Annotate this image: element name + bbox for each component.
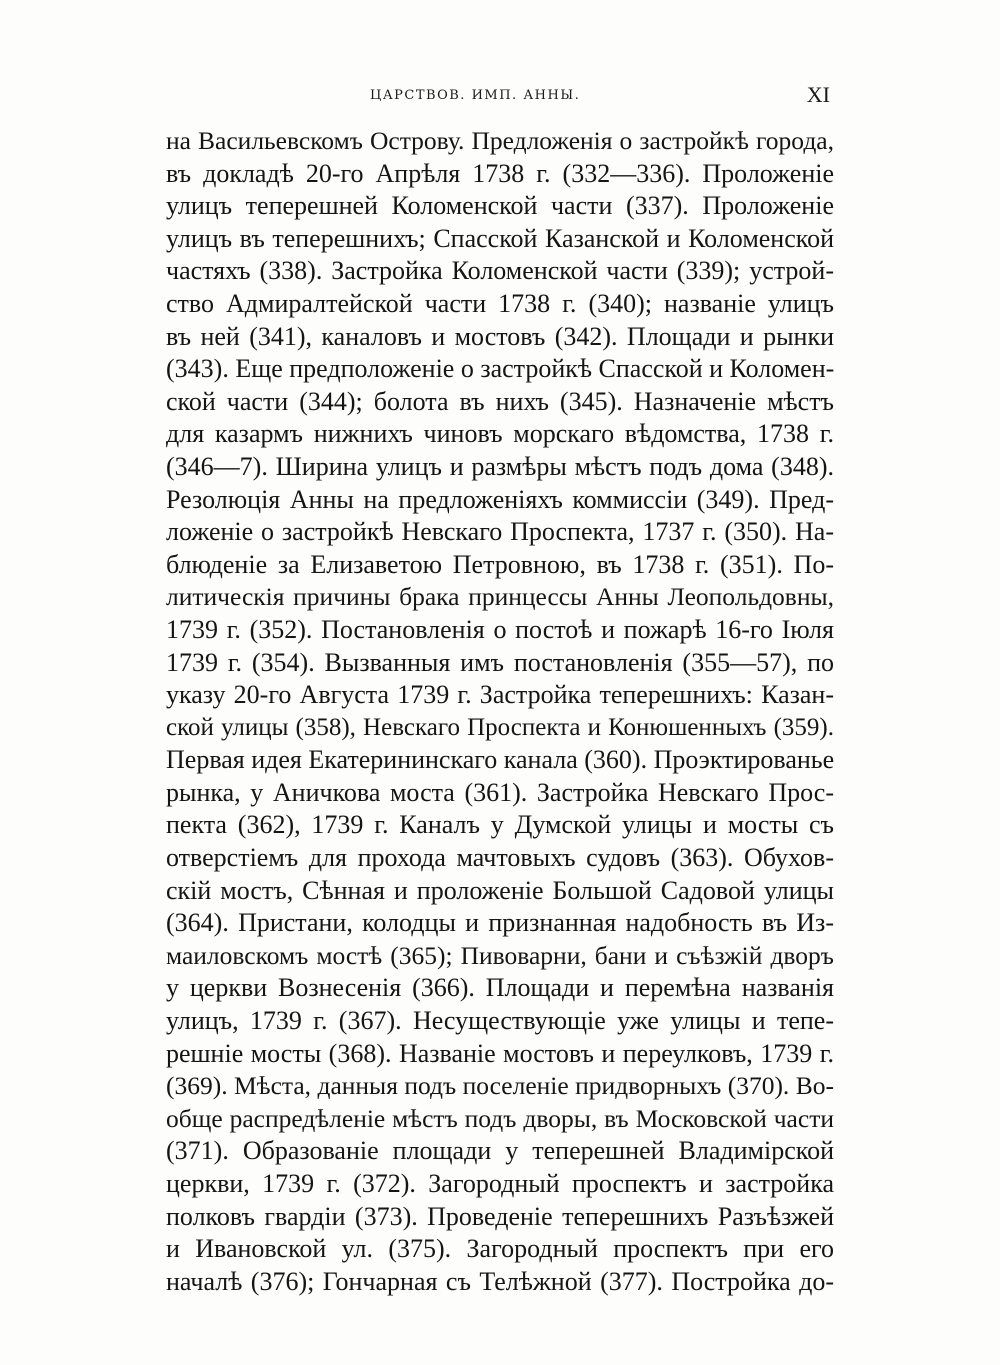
text-line: указу 20-го Августа 1739 г. Застройка теперешнихъ: Казан- bbox=[166, 680, 834, 710]
text-line: (364). Пристани, колодцы и признанная надобность въ Из- bbox=[166, 908, 834, 938]
text-line: решніе мосты (368). Названіе мостовъ и переулковъ, 1739 г. bbox=[166, 1038, 834, 1068]
text-line: у церкви Вознесенія (366). Площади и перемѣна названія bbox=[166, 973, 834, 1003]
running-title: ЦАРСТВОВ. ИМП. АННЫ. bbox=[370, 88, 581, 103]
text-line: церкви, 1739 г. (372). Загородный проспектъ и застройка bbox=[166, 1169, 834, 1198]
text-line: ской улицы (358), Невскаго Проспекта и Конюшенныхъ (359). bbox=[166, 713, 834, 741]
text-line: началѣ (376); Гончарная съ Телѣжной (377). Постройка до- bbox=[166, 1266, 834, 1296]
text-line: улицъ, 1739 г. (367). Несуществующіе уже улицы и тепе- bbox=[166, 1006, 834, 1036]
text-line: полковъ гвардіи (373). Проведеніе теперешнихъ Разъѣзжей bbox=[166, 1201, 834, 1231]
text-line: ской части (344); болота въ нихъ (345). Назначеніе мѣстъ bbox=[166, 386, 834, 416]
text-line: скій мостъ, Сѣнная и проложеніе Большой Садовой улицы bbox=[166, 875, 834, 905]
text-line: (369). Мѣста, данныя подъ поселеніе придворныхъ (370). Во- bbox=[166, 1071, 834, 1101]
body-text bbox=[166, 125, 834, 1298]
text-line: улицъ въ теперешнихъ; Спасской Казанской и Коломенской bbox=[166, 223, 834, 253]
text-line: ство Адмиралтейской части 1738 г. (340); названіе улицъ bbox=[166, 288, 834, 318]
text-line: Резолюція Анны на предложеніяхъ коммиссіи (349). Пред- bbox=[166, 484, 834, 514]
text-line: (371). Образованіе площади у теперешней Владимірской bbox=[166, 1136, 834, 1166]
text-line: блюденіе за Елизаветою Петровною, въ 1738 г. (351). По- bbox=[166, 549, 834, 579]
text-line: на Васильевскомъ Острову. Предложенія о застройкѣ города, bbox=[166, 126, 834, 155]
text-line: литическія причины брака принцессы Анны Леопольдовны, bbox=[166, 582, 834, 612]
text-line: въ ней (341), каналовъ и мостовъ (342). Площади и рынки bbox=[166, 321, 834, 351]
text-line: рынка, у Аничкова моста (361). Застройка Невскаго Прос- bbox=[166, 777, 834, 807]
text-line: обще распредѣленіе мѣстъ подъ дворы, въ Московской части bbox=[166, 1103, 834, 1133]
text-line: (346—7). Ширина улицъ и размѣры мѣстъ подъ дома (348). bbox=[166, 451, 834, 481]
page-number: XI bbox=[806, 82, 830, 107]
text-line: (343). Еще предположеніе о застройкѣ Спасской и Коломен- bbox=[166, 354, 834, 384]
text-line: въ докладѣ 20-го Апрѣля 1738 г. (332—336). Проложеніе bbox=[166, 158, 834, 188]
text-line: для казармъ нижнихъ чиновъ морскаго вѣдомства, 1738 г. bbox=[166, 419, 834, 449]
text-line: пекта (362), 1739 г. Каналъ у Думской улицы и мосты съ bbox=[166, 810, 834, 840]
text-line: и Ивановской ул. (375). Загородный проспектъ при его bbox=[166, 1234, 834, 1264]
text-line: улицъ теперешней Коломенской части (337). Проложеніе bbox=[166, 191, 834, 221]
text-line: ложеніе о застройкѣ Невскаго Проспекта, 1737 г. (350). На- bbox=[166, 517, 834, 547]
text-line: Первая идея Екатерининскаго канала (360). Проэктированье bbox=[166, 745, 834, 775]
text-line: 1739 г. (354). Вызванныя имъ постановленія (355—57), по bbox=[166, 647, 834, 677]
text-line: отверстіемъ для прохода мачтовыхъ судовъ (363). Обухов- bbox=[166, 843, 834, 873]
text-line: 1739 г. (352). Постановленія о постоѣ и пожарѣ 16-го Іюля bbox=[166, 614, 834, 644]
text-line: маиловскомъ мостѣ (365); Пивоварни, бани и съѣзжій дворъ bbox=[166, 940, 834, 970]
text-line: частяхъ (338). Застройка Коломенской части (339); устрой- bbox=[166, 256, 834, 286]
